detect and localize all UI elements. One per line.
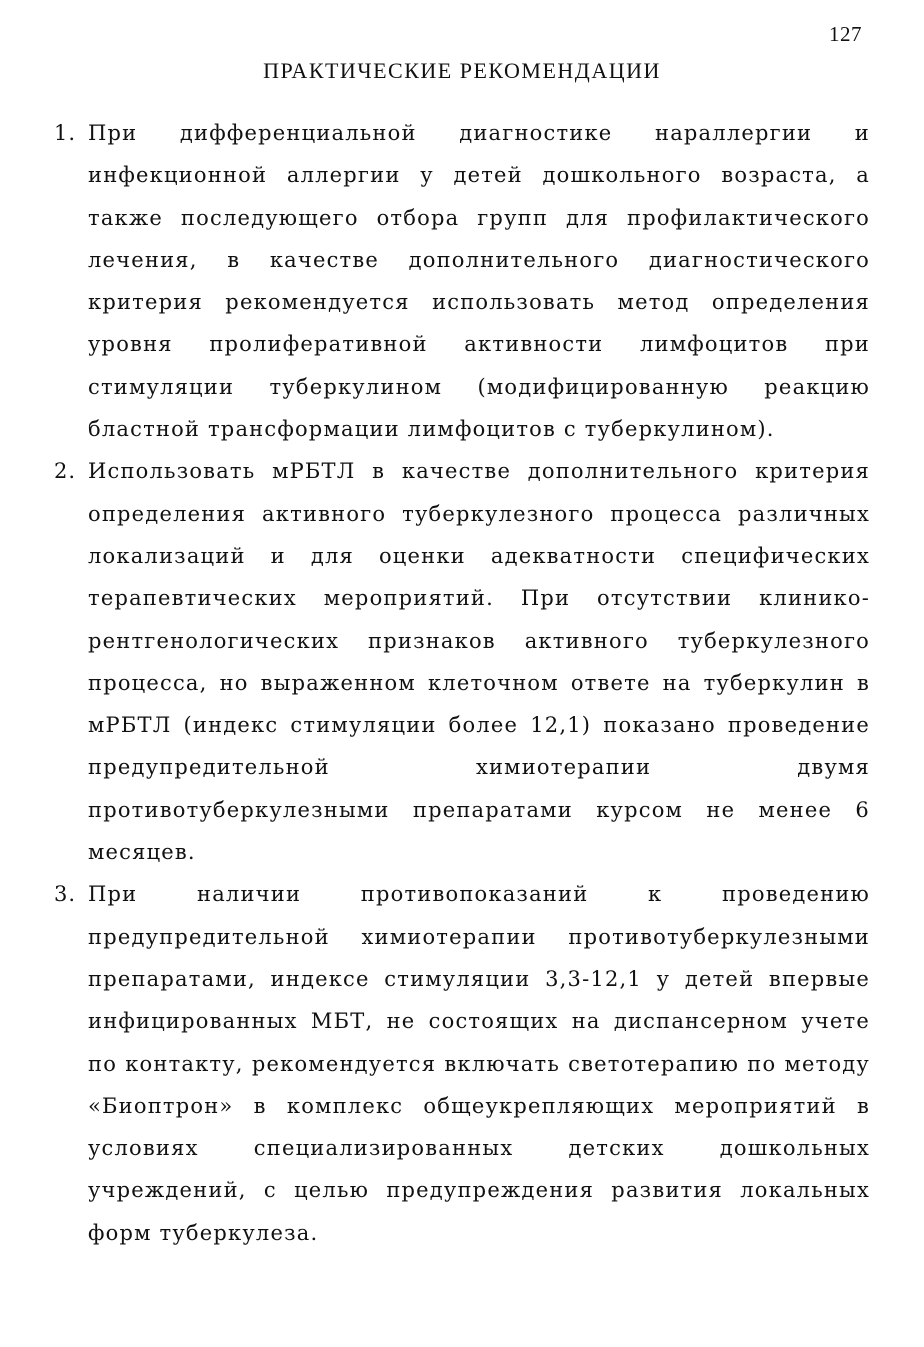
item-text: Использовать мРБТЛ в качестве дополнительного критерия определения активного туберкулезного процесса различных локализаций и для оценки адекватности специфических терапевтических мероприятий. При отсутствии клинико-рентгенологических признаков активного туберкулезного процесса, но выраженном клеточном ответе на туберкулин в мРБТЛ (индекс стимуляции более 12,1) показано проведение предупредительной химиотерапии двумя противотуберкулезными препаратами курсом не менее 6 месяцев. bbox=[88, 459, 870, 865]
list-item bbox=[54, 450, 870, 873]
list-item bbox=[54, 873, 870, 1254]
page-number: 127 bbox=[829, 22, 862, 46]
item-number: 1. bbox=[54, 121, 77, 145]
recommendations-list bbox=[54, 112, 870, 1254]
item-text: При дифференциальной диагностике нараллергии и инфекционной аллергии у детей дошкольного возраста, а также последующего отбора групп для профилактического лечения, в качестве дополнительного диагностического критерия рекомендуется использовать метод определения уровня пролиферативной активности лимфоцитов при стимуляции туберкулином (модифицированную реакцию бластной трансформации лимфоцитов с туберкулином). bbox=[88, 121, 870, 442]
page-title: ПРАКТИЧЕСКИЕ РЕКОМЕНДАЦИИ bbox=[263, 58, 661, 83]
item-number: 2. bbox=[54, 459, 77, 484]
item-number: 3. bbox=[54, 882, 77, 907]
list-item bbox=[54, 112, 870, 450]
item-text: При наличии противопоказаний к проведению предупредительной химиотерапии противотуберкулезными препаратами, индексе стимуляции 3,3-12,1 у детей впервые инфицированных МБТ, не состоящих на диспансерном учете по контакту, рекомендуется включать светотерапию по методу «Биоптрон» в комплекс общеукрепляющих мероприятий в условиях специализированных детских дошкольных учреждений, с целью предупреждения развития локальных форм туберкулеза. bbox=[88, 882, 870, 1245]
